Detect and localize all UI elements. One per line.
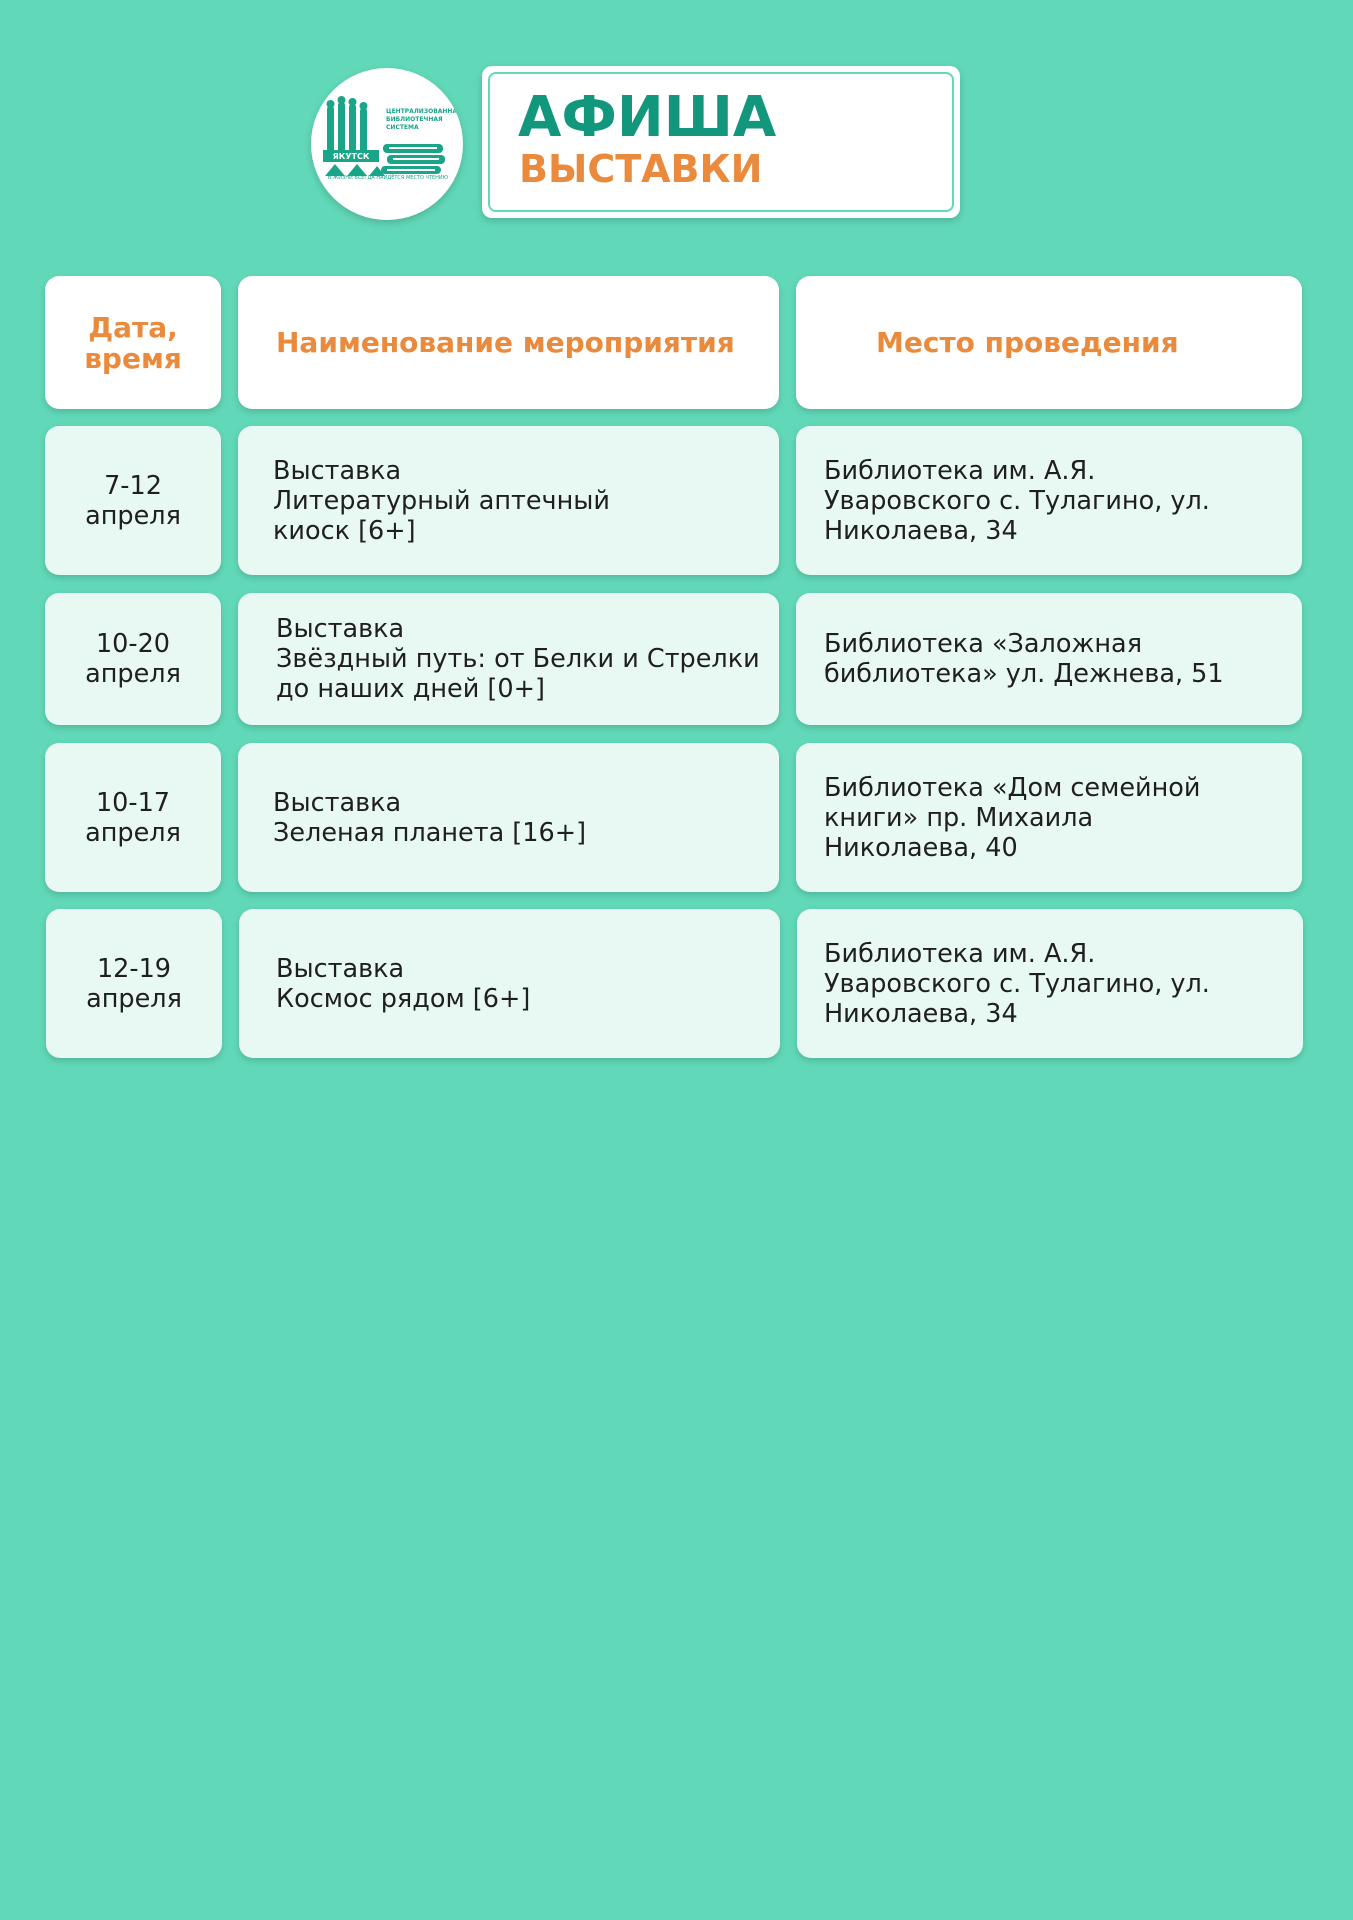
table-row-1-date: 7-12 апреля xyxy=(45,426,221,575)
table-row-2-event: Выставка Звёздный путь: от Белки и Стрелки до наших дней [0+] xyxy=(238,593,779,725)
column-header-date: Дата, время xyxy=(45,276,221,409)
table-row-3-place: Библиотека «Дом семейной книги» пр. Михаила Николаева, 40 xyxy=(796,743,1302,892)
table-row-4-place: Библиотека им. А.Я. Уваровского с. Тулагино, ул. Николаева, 34 xyxy=(797,909,1303,1058)
title-card xyxy=(482,66,960,218)
table-row-3-date: 10-17 апреля xyxy=(45,743,221,892)
logo-city: ЯКУТСК xyxy=(332,152,370,161)
table-row-1-place: Библиотека им. А.Я. Уваровского с. Тулагино, ул. Николаева, 34 xyxy=(796,426,1302,575)
table-row-4-event: Выставка Космос рядом [6+] xyxy=(239,909,780,1058)
library-logo xyxy=(311,68,463,220)
library-columns-icon xyxy=(311,68,463,220)
page-subtitle: ВЫСТАВКИ xyxy=(519,147,763,191)
logo-motto: В ЖИЗНИ ВСЕГДА НАЙДЁТСЯ МЕСТО ЧТЕНИЮ xyxy=(327,175,449,181)
column-header-place: Место проведения xyxy=(796,276,1302,409)
table-row-3-event: Выставка Зеленая планета [16+] xyxy=(238,743,779,892)
table-row-1-event: Выставка Литературный аптечный киоск [6+] xyxy=(238,426,779,575)
table-row-2-place: Библиотека «Заложная библиотека» ул. Дежнева, 51 xyxy=(796,593,1302,725)
table-row-2-date: 10-20 апреля xyxy=(45,593,221,725)
column-header-event: Наименование мероприятия xyxy=(238,276,779,409)
page-title: АФИША xyxy=(518,85,777,150)
logo-org-name: ЦЕНТРАЛИЗОВАННАЯ БИБЛИОТЕЧНАЯ СИСТЕМА xyxy=(386,108,462,131)
table-row-4-date: 12-19 апреля xyxy=(46,909,222,1058)
